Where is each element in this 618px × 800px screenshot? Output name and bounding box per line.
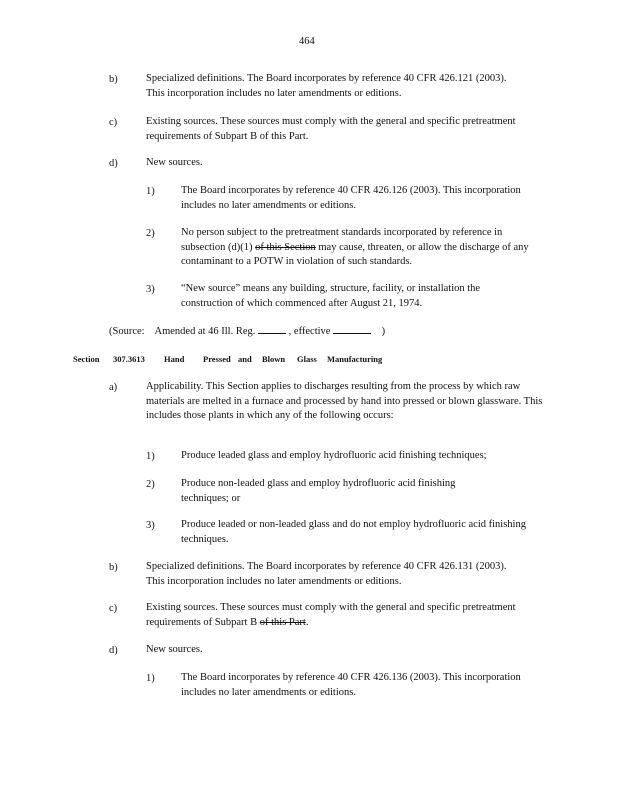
subparagraph-3: Produce leaded or non-leaded glass and do not employ hydrofluoric acid finishing techniques. (181, 519, 526, 545)
subparagraph-1: Produce leaded glass and employ hydrofluoric acid finishing techniques; (181, 450, 487, 461)
subitem-label-1: 1) (146, 186, 155, 197)
item-label-b: b) (109, 562, 118, 573)
section-title-word: Hand (164, 354, 185, 364)
source-note-effective: , effective (288, 326, 331, 337)
subitem-label-1: 1) (146, 451, 155, 462)
subitem-label-2: 2) (146, 228, 155, 239)
page-number: 464 (299, 36, 315, 47)
subitem-label-1: 1) (146, 673, 155, 684)
paragraph-a-applicability: Applicability. This Section applies to discharges resulting from the process by which raw materials are melted in a furnace and processed by hand into pressed or blown glassware. This includes those plants in which any of the following occurs: (146, 381, 543, 421)
section-title-word: Pressed (203, 354, 231, 364)
section-number: 307.3613 (113, 354, 145, 364)
paragraph-d-new-sources: New sources. (146, 644, 203, 655)
paragraph-b-specialized-definitions: Specialized definitions. The Board incorporates by reference 40 CFR 426.131 (2003). This incorporation includes no later amendments or editions. (146, 561, 507, 587)
item-label-c: c) (109, 117, 118, 128)
subparagraph-2-text-after: may cause, threaten, or allow the discharge of any contaminant to a POTW in violation of such standards. (181, 241, 529, 267)
subitem-label-3: 3) (146, 520, 155, 531)
source-note-close: ) (381, 326, 386, 337)
struck-text: of this Part (259, 616, 306, 628)
paragraph-c-existing-sources: Existing sources. These sources must comply with the general and specific pretreatment requirements of Subpart B of this Part. (146, 116, 516, 142)
paragraph-c-text-before: Existing sources. These sources must comply with the general and specific pretreatment requirements of Subpart B (146, 602, 516, 628)
item-label-c: c) (109, 603, 118, 614)
subparagraph-1: The Board incorporates by reference 40 CFR 426.126 (2003). This incorporation includes no later amendments or editions. (181, 185, 521, 211)
item-label-a: a) (109, 382, 118, 393)
paragraph-d-new-sources: New sources. (146, 157, 203, 168)
item-label-d: d) (109, 645, 118, 656)
item-label-b: b) (109, 74, 118, 85)
subparagraph-1: The Board incorporates by reference 40 CFR 426.136 (2003). This incorporation includes no later amendments or editions. (181, 672, 521, 698)
subparagraph-2 (181, 226, 531, 270)
section-title-word: Glass (297, 354, 317, 364)
source-note-amended: Amended at 46 Ill. Reg. (154, 326, 256, 337)
section-title-word: and (238, 354, 252, 364)
section-title-word: Blown (262, 354, 286, 364)
subitem-label-3: 3) (146, 284, 155, 295)
paragraph-b-specialized-definitions: Specialized definitions. The Board incorporates by reference 40 CFR 426.121 (2003). This incorporation includes no later amendments or editions. (146, 73, 507, 99)
paragraph-c-text-after: . (305, 616, 309, 628)
section-title-word: Manufacturing (327, 354, 383, 364)
subparagraph-3: “New source” means any building, structure, facility, or installation the construction of which commenced after August 21, 1974. (181, 283, 481, 309)
subparagraph-2: Produce non-leaded glass and employ hydrofluoric acid finishing techniques; or (181, 478, 456, 504)
source-note-prefix: (Source: (109, 326, 145, 337)
subparagraph-2-text-before: No person subject to the pretreatment standards incorporated by reference in subsection (d)(1) (181, 227, 503, 253)
register-blank (258, 324, 286, 334)
struck-text: of this Section (255, 241, 316, 253)
source-note (109, 324, 385, 337)
subitem-label-2: 2) (146, 479, 155, 490)
section-word: Section (73, 354, 100, 364)
item-label-d: d) (109, 158, 118, 169)
paragraph-c-existing-sources (146, 601, 516, 630)
effective-date-blank (333, 324, 371, 334)
